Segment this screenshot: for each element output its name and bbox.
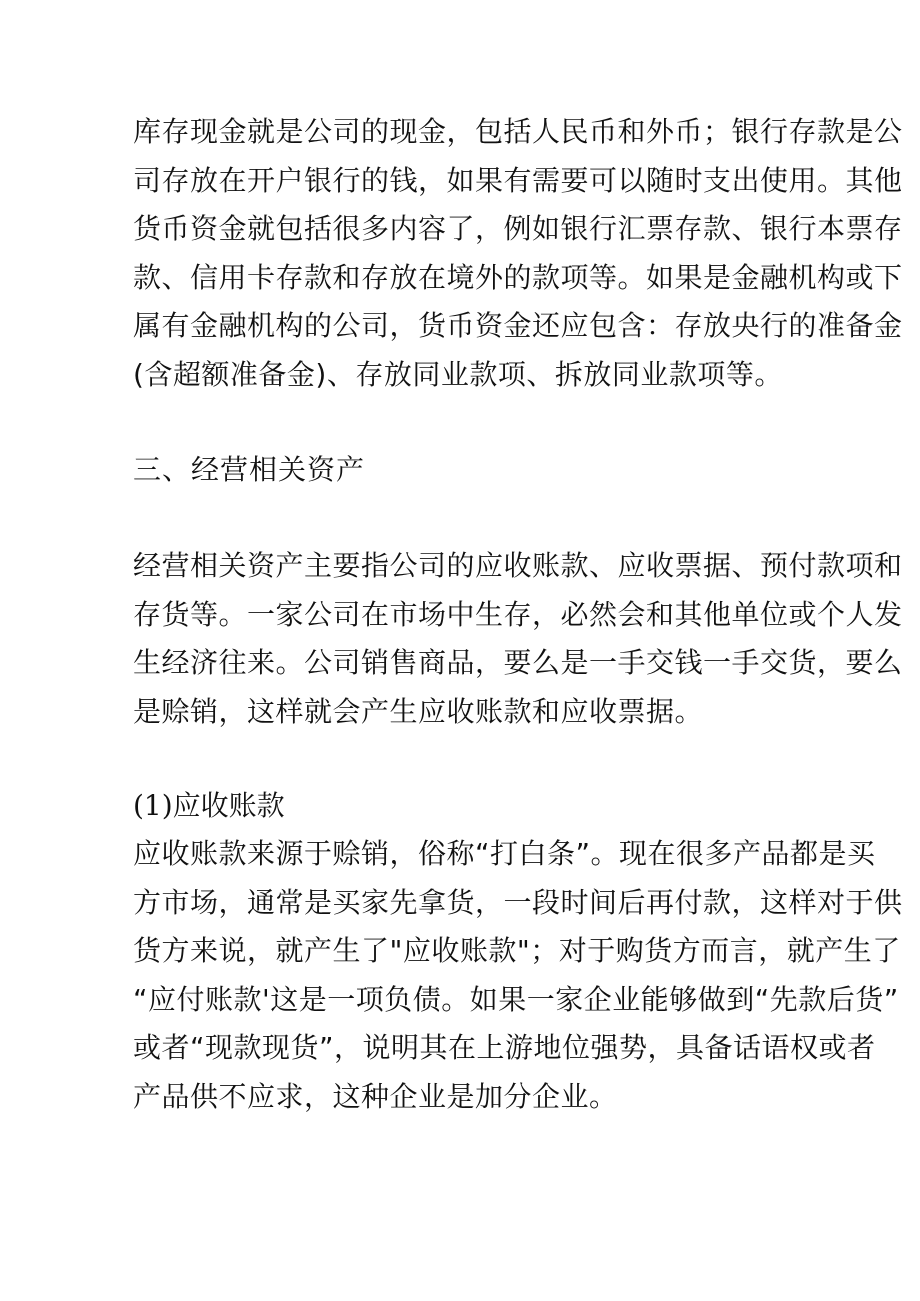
text-line: 产品供不应求，这种企业是加分企业。 (133, 1079, 618, 1113)
text-line: 货方来说，就产生了"应收账款"；对于购货方而言，就产生了 (133, 934, 901, 967)
text-line: 库存现金就是公司的现金，包括人民币和外币；银行存款是公 (133, 115, 903, 148)
paragraph-accounts-receivable (133, 830, 903, 1121)
text-line: 生经济往来。公司销售商品，要么是一手交钱一手交货，要么 (133, 646, 903, 679)
paragraph-operating-assets (133, 542, 903, 736)
text-line: 货币资金就包括很多内容了，例如银行汇票存款、银行本票存 (133, 212, 903, 245)
paragraph-monetary-funds (133, 108, 903, 399)
text-line: (含超额准备金)、存放同业款项、拆放同业款项等。 (133, 357, 783, 391)
text-line: 是赊销，这样就会产生应收账款和应收票据。 (133, 694, 704, 728)
text-line: 存货等。一家公司在市场中生存，必然会和其他单位或个人发 (133, 597, 903, 631)
text-line: 款、信用卡存款和存放在境外的款项等。如果是金融机构或下 (133, 260, 903, 294)
text-line: 属有金融机构的公司，货币资金还应包含：存放央行的准备金 (133, 309, 903, 342)
text-line: “应付账款'这是一项负债。如果一家企业能够做到“先款后货” (133, 982, 899, 1016)
text-line: 应收账款来源于赊销，俗称“打白条”。现在很多产品都是买 (133, 837, 876, 870)
text-line: 方市场，通常是买家先拿货，一段时间后再付款，这样对于供 (133, 885, 903, 919)
text-line: 司存放在开户银行的钱，如果有需要可以随时支出使用。其他 (133, 163, 903, 197)
text-line: 经营相关资产主要指公司的应收账款、应收票据、预付款项和 (133, 549, 903, 582)
text-line: 或者“现款现货”，说明其在上游地位强势，具备话语权或者 (133, 1031, 876, 1064)
section-heading: 三、经营相关资产 (133, 453, 366, 486)
subsection-heading: (1)应收账款 (133, 789, 285, 822)
